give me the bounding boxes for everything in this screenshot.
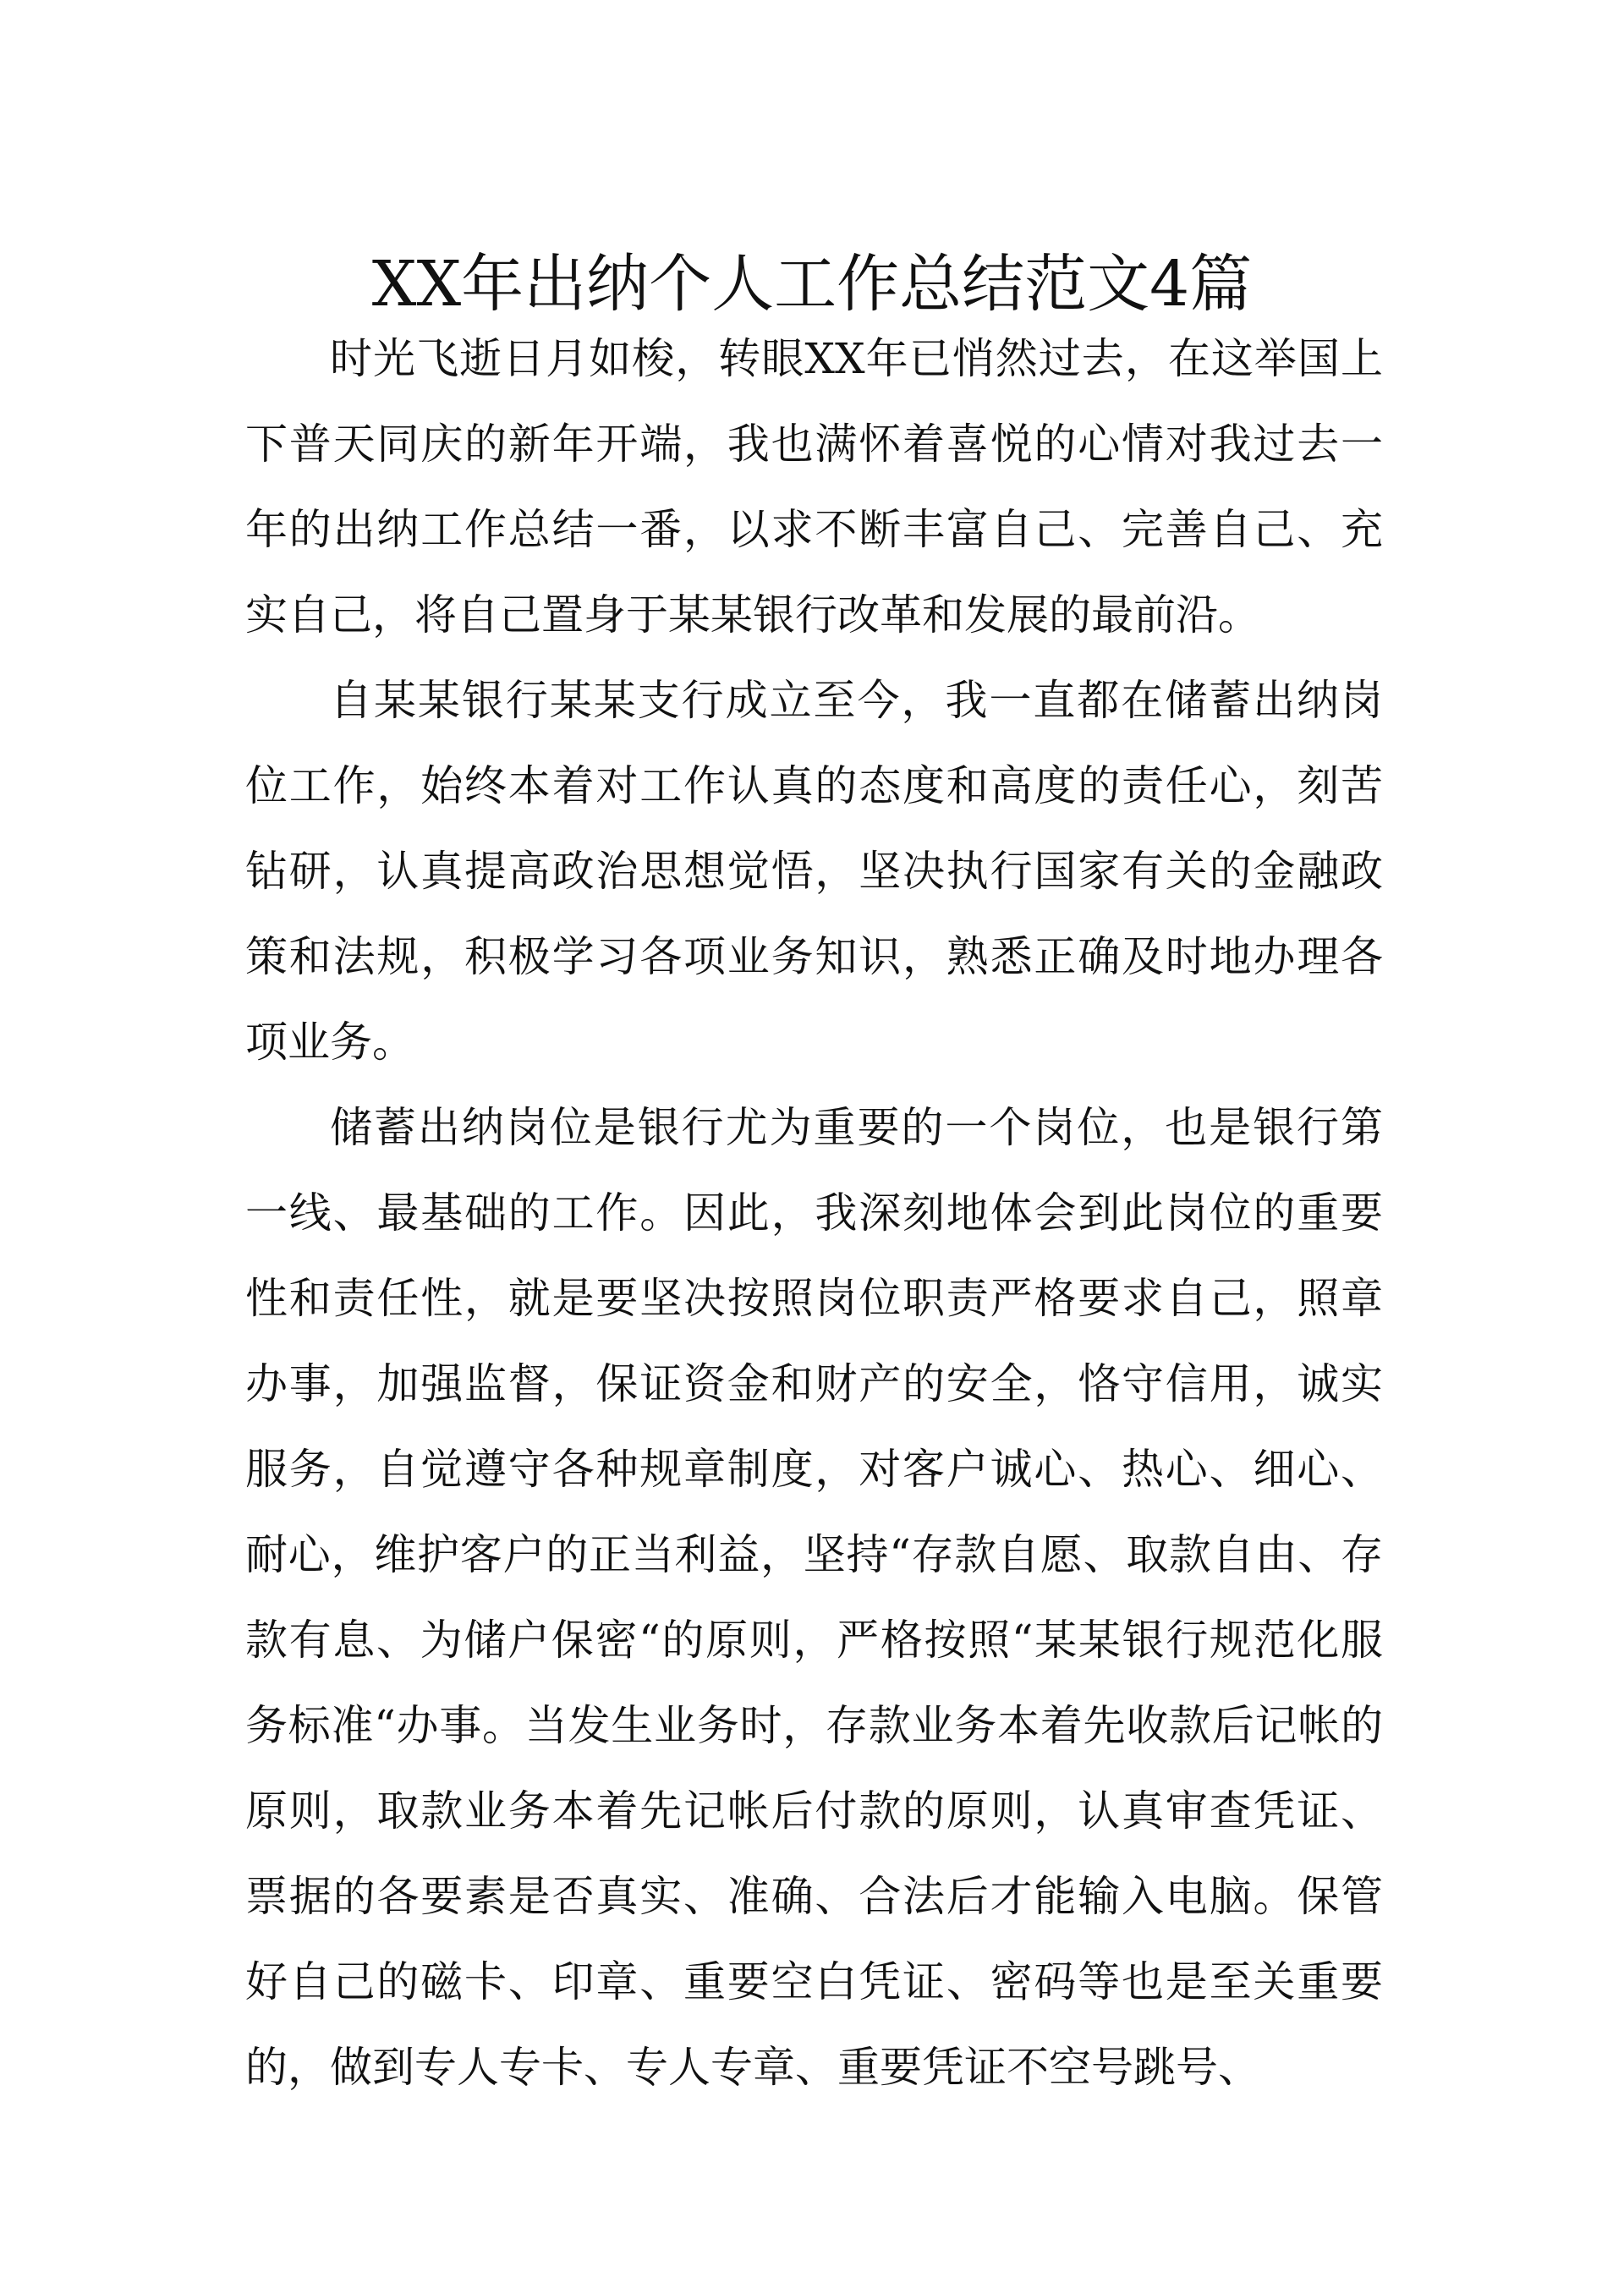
paragraph-experience: 自某某银行某某支行成立至今，我一直都在储蓄出纳岗位工作，始终本着对工作认真的态度和高度的责任心，刻苦钻研，认真提高政治思想觉悟，坚决执行国家有关的金融政策和法规，积极学习各项业务知识，熟悉正确及时地办理各项业务。 [245,676,1383,1067]
paragraph-responsibility: 储蓄出纳岗位是银行尤为重要的一个岗位，也是银行第一线、最基础的工作。因此，我深刻地体会到此岗位的重要性和责任性，就是要坚决按照岗位职责严格要求自己，照章办事，加强监督，保证资金和财产的安全，恪守信用，诚实服务，自觉遵守各种规章制度，对客户诚心、热心、细心、耐心，维护客户的正当利益，坚持“存款自愿、取款自由、存款有息、为储户保密“的原则，严格按照“某某银行规范化服务标准“办事。当发生业务时，存款业务本着先收款后记帐的原则，取款业务本着先记帐后付款的原则，认真审查凭证、票据的各要素是否真实、准确、合法后才能输入电脑。保管好自己的磁卡、印章、重要空白凭证、密码等也是至关重要的，做到专人专卡、专人专章、重要凭证不空号跳号、 [245,1103,1383,2092]
paragraph-intro: 时光飞逝日月如梭，转眼XX年已悄然过去，在这举国上下普天同庆的新年开端，我也满怀着喜悦的心情对我过去一年的出纳工作总结一番，以求不断丰富自己、完善自己、充实自己，将自己置身于某某银行改革和发展的最前沿。 [245,334,1383,639]
document-title: XX年出纳个人工作总结范文4篇 [371,247,1253,321]
document-body [245,316,1383,2110]
